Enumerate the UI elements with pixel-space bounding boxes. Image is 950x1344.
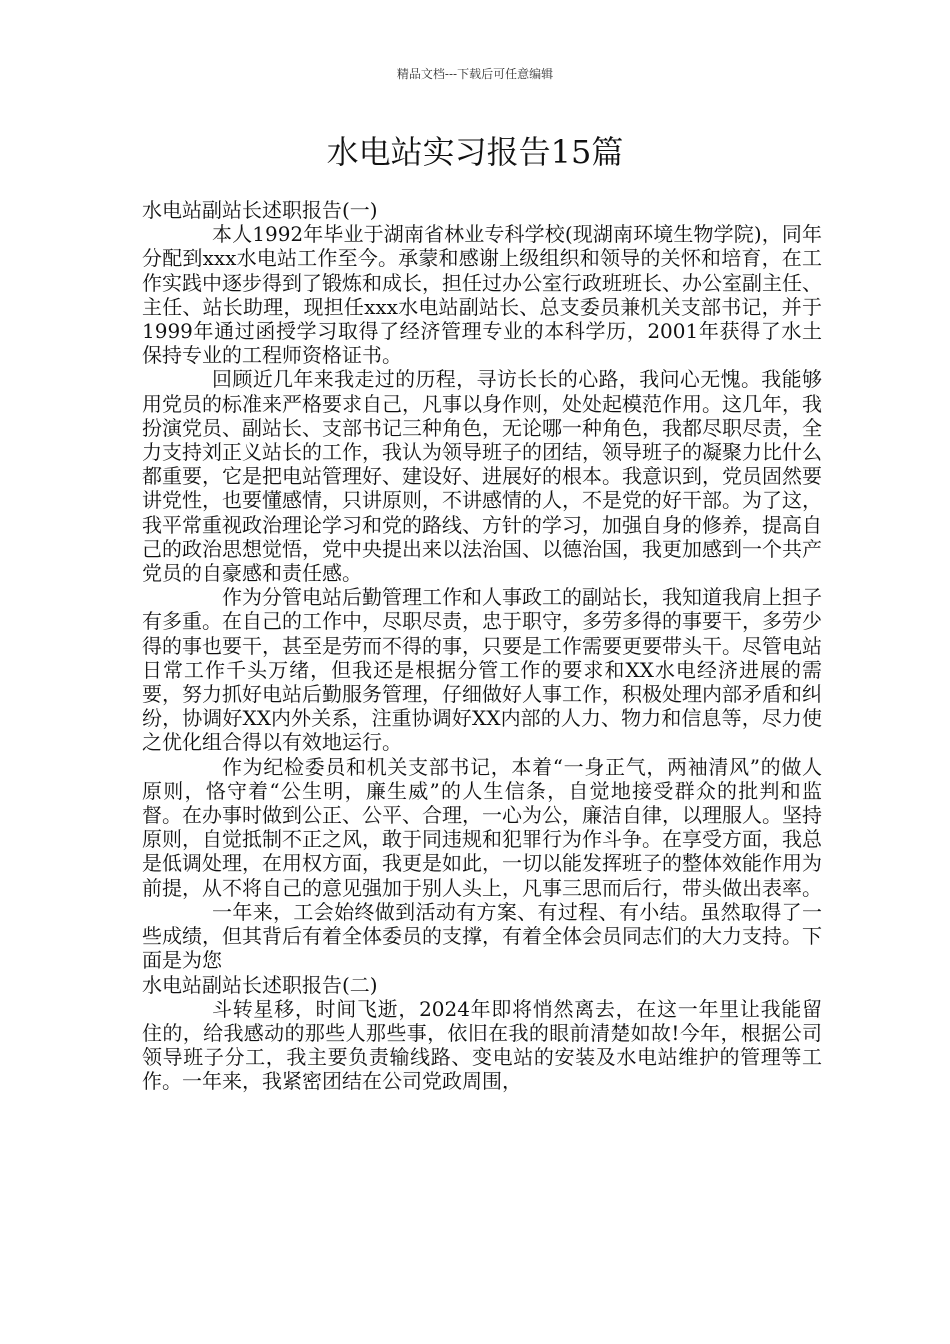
page-header: 精品文档---下载后可任意编辑	[396, 67, 554, 81]
paragraph-2: 回顾近几年来我走过的历程，寻访长长的心路，我问心无愧。我能够用党员的标准来严格要求自己，凡事以身作则，处处起模范作用。这几年，我扮演党员、副站长、支部书记三种角色，无论哪一种角色，我都尽职尽责，全力支持刘正义站长的工作，我认为领导班子的团结，领导班子的凝聚力比什么都重要，它是把电站管理好、建设好、进展好的根本。我意识到，党员固然要讲党性，也要懂感情，只讲原则，不讲感情的人，不是党的好干部。为了这，我平常重视政治理论学习和党的路线、方针的学习，加强自身的修养，提高自己的政治思想觉悟，党中央提出来以法治国、以德治国，我更加感到一个共产党员的自豪感和责任感。	[142, 367, 822, 586]
paragraph-3: 作为分管电站后勤管理工作和人事政工的副站长，我知道我肩上担子有多重。在自己的工作中，尽职尽责，忠于职守，多劳多得的事要干，多劳少得的事也要干，甚至是劳而不得的事，只要是工作需要更要带头干。尽管电站日常工作千头万绪，但我还是根据分管工作的要求和XX水电经济进展的需要，努力抓好电站后勤服务管理，仔细做好人事工作，积极处理内部矛盾和纠纷，协调好XX内外关系，注重协调好XX内部的人力、物力和信息等，尽力使之优化组合得以有效地运行。	[142, 585, 822, 755]
paragraph-5: 一年来，工会始终做到活动有方案、有过程、有小结。虽然取得了一些成绩，但其背后有着全体委员的支撑，有着全体会员同志们的大力支持。下面是为您	[142, 899, 822, 973]
paragraph-4: 作为纪检委员和机关支部书记，本着“一身正气，两袖清风”的做人原则，恪守着“公生明，廉生威”的人生信条，自觉地接受群众的批判和监督。在办事时做到公正、公平、合理，一心为公，廉洁自律，以理服人。坚持原则，自觉抵制不正之风，敢于同违规和犯罪行为作斗争。在享受方面，我总是低调处理，在用权方面，我更是如此，一切以能发挥班子的整体效能作用为前提，从不将自己的意见强加于别人头上，凡事三思而后行，带头做出表率。	[142, 754, 822, 900]
paragraph-1: 本人1992年毕业于湖南省林业专科学校(现湖南环境生物学院)，同年分配到xxx水电站工作至今。承蒙和感谢上级组织和领导的关怀和培育，在工作实践中逐步得到了锻炼和成长，担任过办公室行政班班长、办公室副主任、主任、站长助理，现担任xxx水电站副站长、总支委员兼机关支部书记，并于1999年通过函授学习取得了经济管理专业的本科学历，2001年获得了水土保持专业的工程师资格证书。	[142, 222, 822, 368]
document-title: 水电站实习报告15篇	[326, 133, 624, 171]
paragraph-6: 斗转星移，时间飞逝，2024年即将悄然离去，在这一年里让我能留住的，给我感动的那些人那些事，依旧在我的眼前清楚如故!今年，根据公司领导班子分工，我主要负责输线路、变电站的安装及水电站维护的管理等工作。一年来，我紧密团结在公司党政周围，	[142, 996, 822, 1094]
section-heading-1: 水电站副站长述职报告(一)	[142, 198, 378, 222]
section-heading-2: 水电站副站长述职报告(二)	[142, 972, 378, 997]
document-body	[142, 198, 822, 1094]
